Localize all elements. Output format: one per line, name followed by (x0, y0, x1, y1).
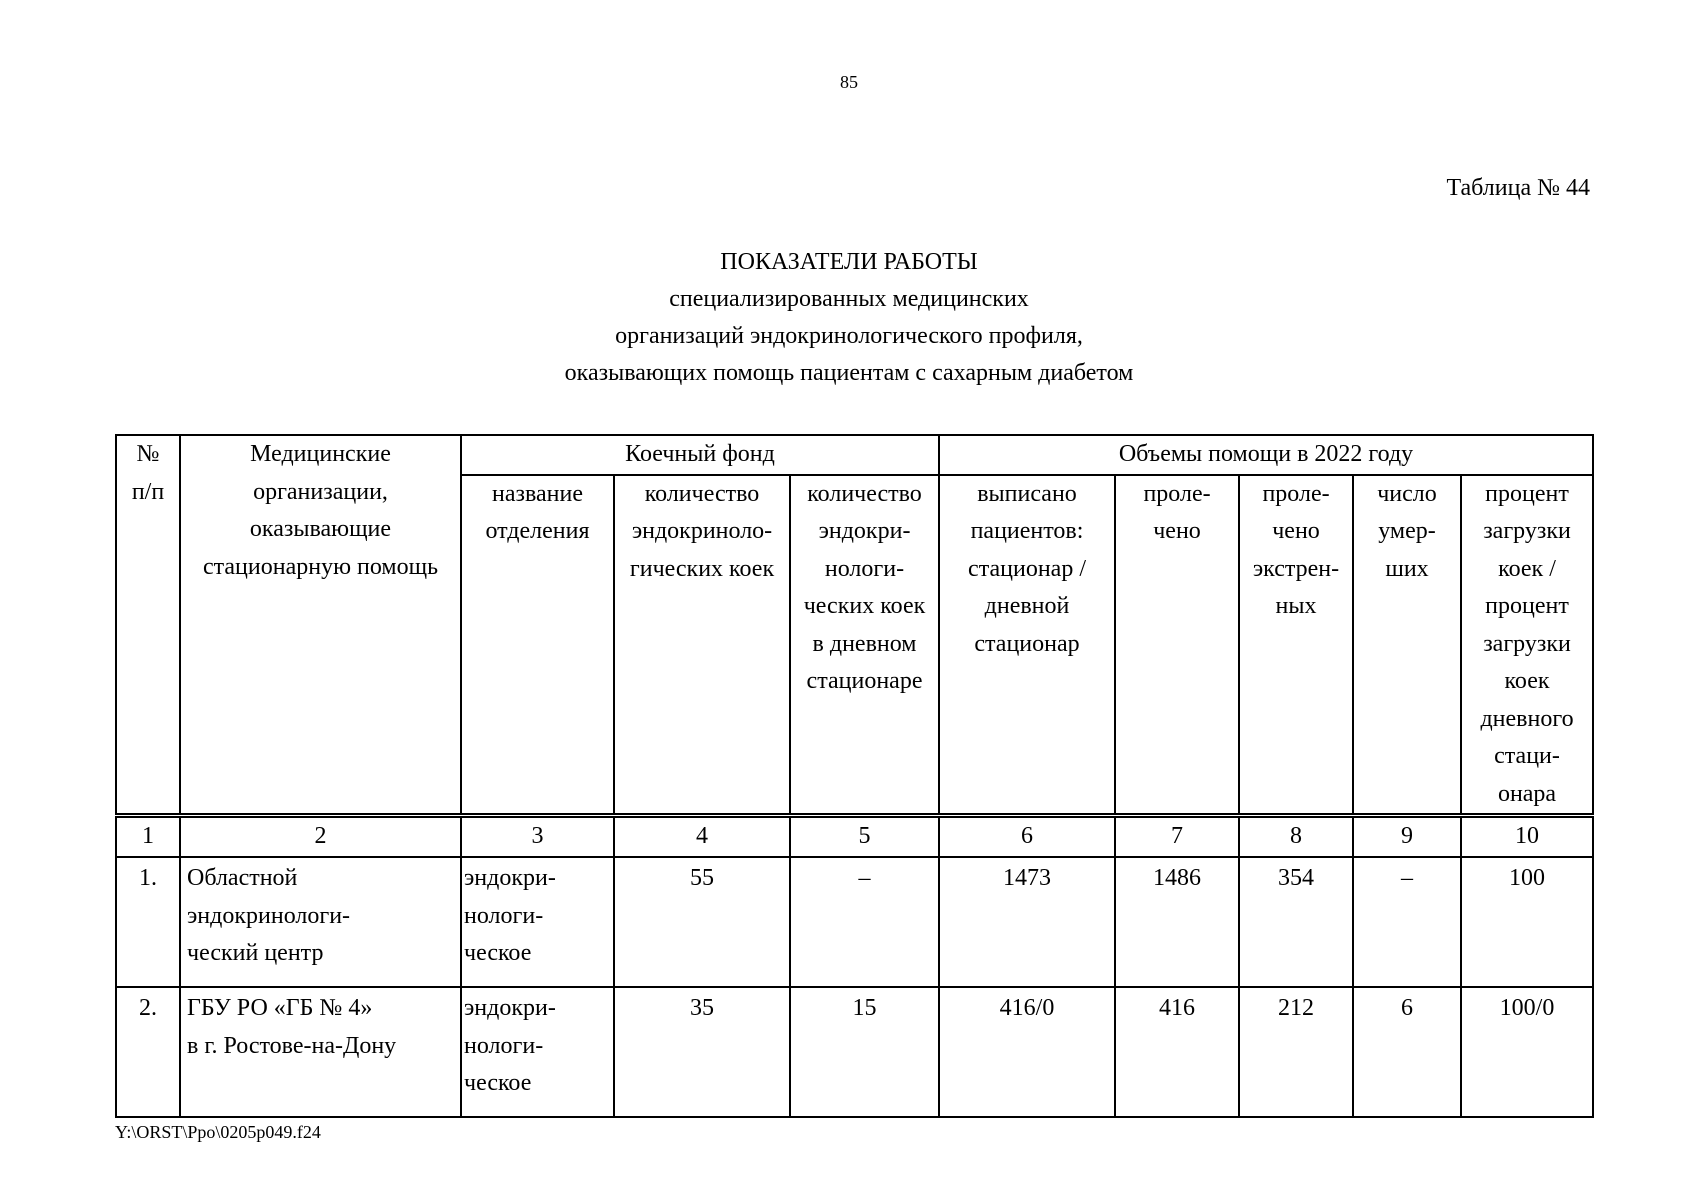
cell-text: эндокринологи- (187, 902, 351, 929)
header-text: эндокри- (818, 518, 911, 544)
cell-text: Областной (187, 865, 298, 891)
header-text: коек / (1498, 555, 1556, 582)
treated: 1486 (1115, 857, 1239, 987)
header-text: чено (1153, 518, 1201, 544)
header-text: ных (1275, 593, 1317, 619)
header-text: экстрен- (1252, 555, 1340, 582)
header-text: п/п (131, 478, 165, 505)
treated: 416 (1115, 987, 1239, 1117)
header-text: в дневном (812, 630, 917, 657)
cell-text: ческое (464, 940, 532, 966)
column-number: 6 (939, 816, 1115, 858)
header-treated (1115, 475, 1239, 816)
header-text: стационаре (806, 668, 923, 694)
emergency: 212 (1239, 987, 1353, 1117)
day-bed-count: – (790, 857, 939, 987)
column-number: 9 (1353, 816, 1461, 858)
column-number: 5 (790, 816, 939, 858)
header-text: процент (1485, 480, 1569, 507)
title-line-1: ПОКАЗАТЕЛИ РАБОТЫ (720, 249, 978, 275)
header-text: название (492, 480, 583, 507)
header-group-bed-fund: Коечный фонд (461, 435, 939, 475)
header-text: количество (807, 480, 922, 507)
header-group-volume: Объемы помощи в 2022 году (939, 435, 1593, 475)
page-number: 85 (840, 72, 858, 92)
header-text: онара (1497, 780, 1557, 807)
header-text: проле- (1262, 480, 1330, 507)
header-text: эндокриноло- (631, 518, 773, 544)
cell-text: эндокри- (464, 995, 556, 1021)
organization-name (180, 987, 461, 1117)
header-text: пациентов: (970, 518, 1084, 544)
header-num (116, 435, 180, 816)
header-text: ческих коек (803, 593, 926, 619)
department-name (461, 987, 614, 1117)
header-text: дневной (984, 593, 1070, 619)
header-text: отделения (485, 518, 590, 544)
column-number: 10 (1461, 816, 1593, 858)
emergency: 354 (1239, 857, 1353, 987)
cell-text: эндокри- (464, 865, 556, 891)
column-number: 8 (1239, 816, 1353, 858)
header-text: дневного (1480, 705, 1574, 732)
header-text: № (136, 441, 160, 467)
header-text: выписано (977, 480, 1077, 507)
cell-text: нологи- (464, 902, 544, 929)
header-text: количество (644, 480, 760, 507)
header-text: стаци- (1494, 743, 1560, 769)
organization-name (180, 857, 461, 987)
deaths: 6 (1353, 987, 1461, 1117)
document-title (300, 244, 1398, 392)
header-department-name (461, 475, 614, 816)
cell-text: в г. Ростове-на-Дону (187, 1032, 397, 1059)
column-number: 1 (116, 816, 180, 858)
header-text: чено (1272, 518, 1320, 544)
row-number: 1. (116, 857, 180, 987)
header-text: загрузки (1483, 518, 1571, 544)
title-line-4: оказывающих помощь пациентам с сахарным диабетом (564, 360, 1134, 386)
row-number: 2. (116, 987, 180, 1117)
header-text: оказывающие (249, 516, 392, 542)
table-row (116, 987, 1593, 1117)
header-text: ших (1385, 555, 1429, 582)
header-day-bed-count (790, 475, 939, 816)
header-text: коек (1504, 668, 1550, 694)
table-row (116, 857, 1593, 987)
cell-text: нологи- (464, 1032, 544, 1059)
deaths: – (1353, 857, 1461, 987)
header-emergency (1239, 475, 1353, 816)
discharged: 416/0 (939, 987, 1115, 1117)
indicators-table (115, 434, 1594, 1118)
discharged: 1473 (939, 857, 1115, 987)
bed-count: 55 (614, 857, 790, 987)
bed-load: 100 (1461, 857, 1593, 987)
column-number-row (116, 816, 1593, 858)
cell-text: ГБУ РО «ГБ № 4» (187, 995, 373, 1021)
title-line-3: организаций эндокринологического профиля, (615, 323, 1083, 349)
header-text: процент (1485, 593, 1569, 619)
header-text: стационарную помощь (202, 553, 439, 580)
cell-text: ческий центр (187, 940, 324, 966)
header-text: нологи- (824, 555, 905, 582)
column-number: 2 (180, 816, 461, 858)
header-organizations (180, 435, 461, 816)
column-number: 7 (1115, 816, 1239, 858)
header-row-1 (116, 435, 1593, 475)
header-text: число (1377, 480, 1437, 507)
footer-file-path: Y:\ORST\Ppo\0205p049.f24 (115, 1122, 321, 1142)
column-number: 3 (461, 816, 614, 858)
header-bed-load (1461, 475, 1593, 816)
bed-load: 100/0 (1461, 987, 1593, 1117)
header-text: стационар (974, 630, 1080, 657)
header-text: умер- (1378, 518, 1436, 544)
header-text: стационар / (968, 555, 1086, 582)
title-line-2: специализированных медицинских (669, 286, 1029, 312)
header-text: проле- (1143, 480, 1211, 507)
column-number: 4 (614, 816, 790, 858)
header-deaths (1353, 475, 1461, 816)
header-text: гических коек (629, 555, 775, 582)
header-discharged (939, 475, 1115, 816)
cell-text: ческое (464, 1070, 532, 1096)
header-text: организации, (253, 478, 388, 505)
table-label: Таблица № 44 (1446, 175, 1590, 201)
header-text: Медицинские (250, 441, 391, 467)
header-text: загрузки (1483, 630, 1571, 657)
bed-count: 35 (614, 987, 790, 1117)
header-bed-count (614, 475, 790, 816)
day-bed-count: 15 (790, 987, 939, 1117)
department-name (461, 857, 614, 987)
